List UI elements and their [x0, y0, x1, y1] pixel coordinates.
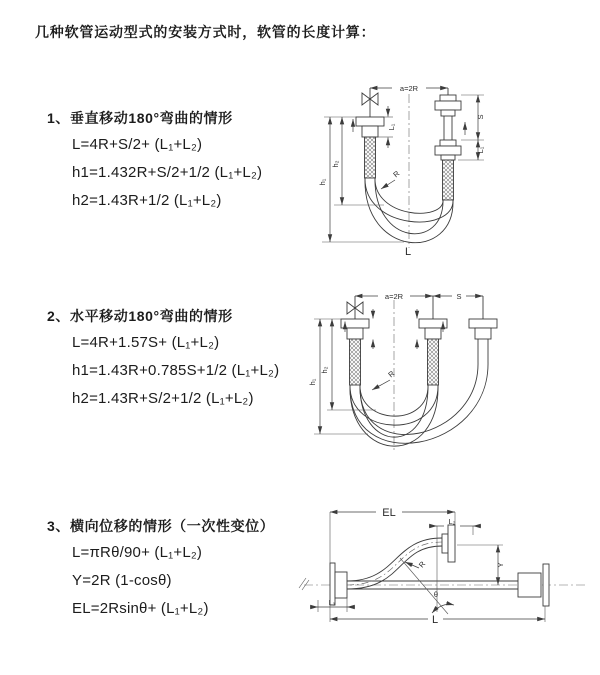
dim-label-l: L	[431, 614, 439, 626]
pipe-center	[419, 296, 447, 385]
dim-label-l1: L₁	[328, 598, 336, 607]
dim-label-h1: h₁	[318, 178, 327, 186]
dim-label-h2: h₂	[320, 366, 329, 374]
hose-ghost-position	[350, 362, 488, 443]
dim-label-y: Y	[496, 562, 505, 568]
angle-arc	[432, 604, 454, 613]
dim-label-h2: h₂	[331, 160, 340, 168]
dim-label-s: S	[456, 292, 462, 301]
dim-label-l2: L₂	[448, 517, 456, 526]
dim-label-l: L	[404, 246, 412, 258]
dim-label-el: EL	[382, 507, 396, 519]
formula-line: h2=1.43R+1/2 (L₁+L₂)	[72, 192, 222, 209]
braided-hose-section	[365, 137, 376, 178]
section-1-heading: 1、垂直移动180°弯曲的情形	[47, 110, 233, 126]
diagram-2-horizontal-bend	[306, 282, 600, 476]
diagram-1-vertical-bend	[312, 72, 600, 264]
formula-line: h2=1.43R+S/2+1/2 (L₁+L₂)	[72, 390, 254, 407]
radius-label-r: R	[391, 168, 402, 180]
diagram-2-drawing	[306, 282, 600, 476]
formula-line: L=4R+S/2+ (L₁+L₂)	[72, 136, 203, 153]
braided-hose-section	[350, 339, 361, 385]
pipe-right-ghost	[469, 296, 497, 362]
dim-label-l1-left: L₁	[387, 123, 396, 131]
pipe-right	[435, 88, 461, 200]
flange-right-lower	[518, 564, 549, 606]
section-2-heading: 2、水平移动180°弯曲的情形	[47, 308, 233, 324]
dim-label-s: S	[476, 114, 485, 120]
formula-line: Y=2R (1-cosθ)	[72, 572, 172, 589]
formula-line: h1=1.432R+S/2+1/2 (L₁+L₂)	[72, 164, 263, 181]
diagram-1-drawing	[312, 72, 600, 264]
pipe-left	[341, 296, 369, 385]
formula-line: L=πRθ/90+ (L₁+L₂)	[72, 544, 203, 561]
formula-line: L=4R+1.57S+ (L₁+L₂)	[72, 334, 220, 351]
dim-label-a2r: a=2R	[399, 84, 419, 93]
section-1	[47, 108, 327, 228]
braided-hose-section	[428, 339, 439, 385]
valve-icon	[370, 93, 378, 105]
dim-label-a2r: a=2R	[384, 292, 404, 301]
centerline-break-mark	[299, 578, 309, 590]
dimensions	[308, 292, 483, 434]
hose-ghost-position	[360, 362, 478, 435]
section-3-heading: 3、横向位移的情形（一次性变位）	[47, 518, 275, 534]
flange-right-upper	[442, 525, 455, 562]
angle-label-theta: θ	[433, 590, 439, 599]
braided-hose-section	[443, 160, 454, 200]
valve-icon	[362, 93, 370, 105]
section-3	[47, 516, 327, 636]
dim-label-h1: h₁	[308, 378, 317, 386]
valve-icon	[347, 302, 355, 314]
dimensions	[310, 507, 545, 626]
valve-icon	[355, 302, 363, 314]
dim-label-l1-right: L₁	[476, 146, 485, 154]
section-2	[47, 306, 327, 426]
radius-label-r: R	[416, 559, 428, 570]
radius-label-r: R	[386, 368, 397, 380]
formula-line: h1=1.43R+0.785S+1/2 (L₁+L₂)	[72, 362, 280, 379]
hose-u-bends	[350, 362, 488, 446]
formula-line: EL=2Rsinθ+ (L₁+L₂)	[72, 600, 209, 617]
page-title: 几种软管运动型式的安装方式时，软管的长度计算：	[35, 24, 376, 40]
pipe-left	[356, 88, 384, 178]
diagram-3-drawing	[298, 502, 600, 634]
diagram-3-lateral-displacement	[298, 502, 600, 634]
